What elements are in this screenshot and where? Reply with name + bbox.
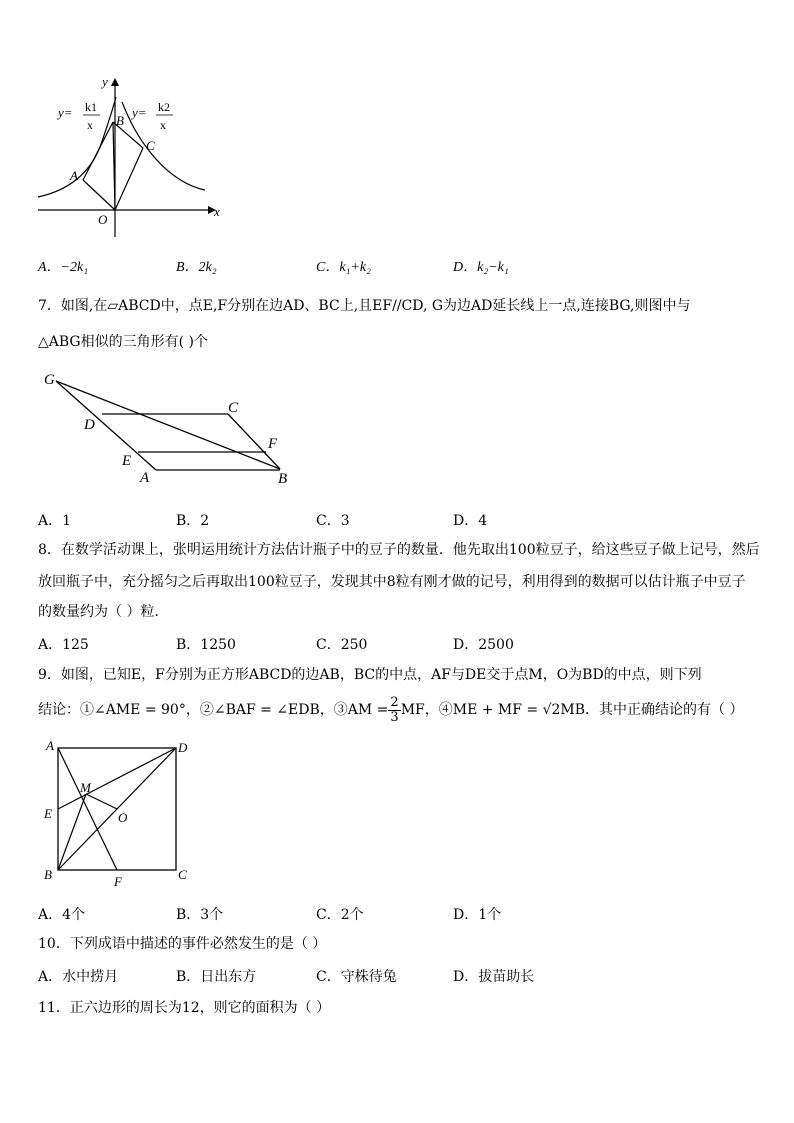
fig9-label-a: A xyxy=(46,738,54,753)
fig7-label-g: G xyxy=(44,372,55,388)
q6-option-d: D．k₂−k₁ xyxy=(453,260,509,275)
fig6-left-num: k1 xyxy=(85,100,97,114)
fig7-label-a: A xyxy=(140,470,150,486)
q8-stem-line3: 的数量约为（ ）粒． xyxy=(38,604,169,620)
fig6-left-den: x xyxy=(87,118,93,132)
fig7-label-f: F xyxy=(268,436,278,452)
hyperbola-figure xyxy=(30,72,230,247)
parallelogram-figure xyxy=(38,366,298,491)
q7-option-a: A．1 xyxy=(38,513,72,529)
q6-option-c: C．k₁+k₂ xyxy=(316,260,371,275)
fig6-right-num: k2 xyxy=(158,100,170,114)
fig9-label-f: F xyxy=(114,874,122,889)
q9-stem-line2-prefix: 结论：①∠AME = 90°，②∠BAF = ∠EDB，③AM = xyxy=(38,702,389,718)
fig6-point-c: C xyxy=(146,138,155,153)
q7-stem-line1: 7．如图,在▱ABCD中，点E,F分别在边AD、BC上,且EF//CD, G为边AD延长线上一点,连接BG,则图中与 xyxy=(38,298,691,314)
q9-option-c: C．2个 xyxy=(316,907,364,923)
q11-stem: 11．正六边形的周长为12，则它的面积为（ ） xyxy=(38,1000,331,1016)
q9-option-d: D．1个 xyxy=(453,907,502,923)
q10-option-b: B．日出东方 xyxy=(176,969,257,985)
fig6-axis-y: y xyxy=(102,74,108,89)
fig9-label-m: M xyxy=(80,780,91,795)
fig9-label-e: E xyxy=(44,806,52,821)
square-figure xyxy=(38,736,198,896)
q7-stem-line2: △ABG相似的三角形有( )个 xyxy=(38,334,208,350)
fig7-label-e: E xyxy=(122,453,132,469)
q9-stem-line2 xyxy=(38,692,744,728)
fig6-axis-x: x xyxy=(214,204,220,219)
q7-option-d: D．4 xyxy=(453,513,488,529)
fig6-point-a: A xyxy=(70,168,78,183)
q7-option-b: B．2 xyxy=(176,513,210,529)
q8-option-d: D．2500 xyxy=(453,637,514,653)
q8-stem-line1: 8．在数学活动课上，张明运用统计方法估计瓶子中的豆子的数量．他先取出100粒豆子，给这些豆子做上记号，然后 xyxy=(38,542,760,558)
q10-stem: 10．下列成语中描述的事件必然发生的是（ ） xyxy=(38,936,327,952)
q10-option-d: D．拔苗助长 xyxy=(453,969,535,985)
fig6-right-den: x xyxy=(160,118,166,132)
q8-stem-line2: 放回瓶子中，充分摇匀之后再取出100粒豆子，发现其中8粒有刚才做的记号，利用得到的数据可以估计瓶子中豆子 xyxy=(38,574,746,590)
q9-stem-line2-rest: MF，④ME + MF = √2MB．其中正确结论的有（ ） xyxy=(400,702,744,718)
fig7-label-b: B xyxy=(278,471,288,487)
fig9-label-d: D xyxy=(178,740,188,755)
q10-option-a: A．水中捞月 xyxy=(38,969,119,985)
q9-fraction xyxy=(388,696,400,725)
fig9-label-c: C xyxy=(178,867,187,882)
fig9-label-o: O xyxy=(118,810,128,825)
fig7-label-c: C xyxy=(228,400,239,416)
q9-fraction-den: 3 xyxy=(390,709,399,725)
fig9-label-b: B xyxy=(44,867,52,882)
fig6-point-b: B xyxy=(116,113,124,128)
q7-option-c: C．3 xyxy=(316,513,350,529)
q6-option-b: B．2k₂ xyxy=(176,260,217,275)
q9-option-b: B．3个 xyxy=(176,907,224,923)
q6-option-a: A．−2k₁ xyxy=(38,260,89,275)
fig6-point-o: O xyxy=(98,212,108,227)
q9-stem-line1: 9．如图，已知E，F分别为正方形ABCD的边AB，BC的中点，AF与DE交于点M，O为BD的中点，则下列 xyxy=(38,667,702,683)
q8-option-c: C．250 xyxy=(316,637,368,653)
fig6-left-y: y= xyxy=(58,105,73,120)
q8-option-a: A．125 xyxy=(38,637,89,653)
q10-option-c: C．守株待兔 xyxy=(316,969,397,985)
q8-option-b: B．1250 xyxy=(176,637,236,653)
q9-fraction-num: 2 xyxy=(390,694,399,710)
fig7-label-d: D xyxy=(84,417,95,433)
q9-option-a: A．4个 xyxy=(38,907,86,923)
fig6-right-y: y= xyxy=(132,105,147,120)
